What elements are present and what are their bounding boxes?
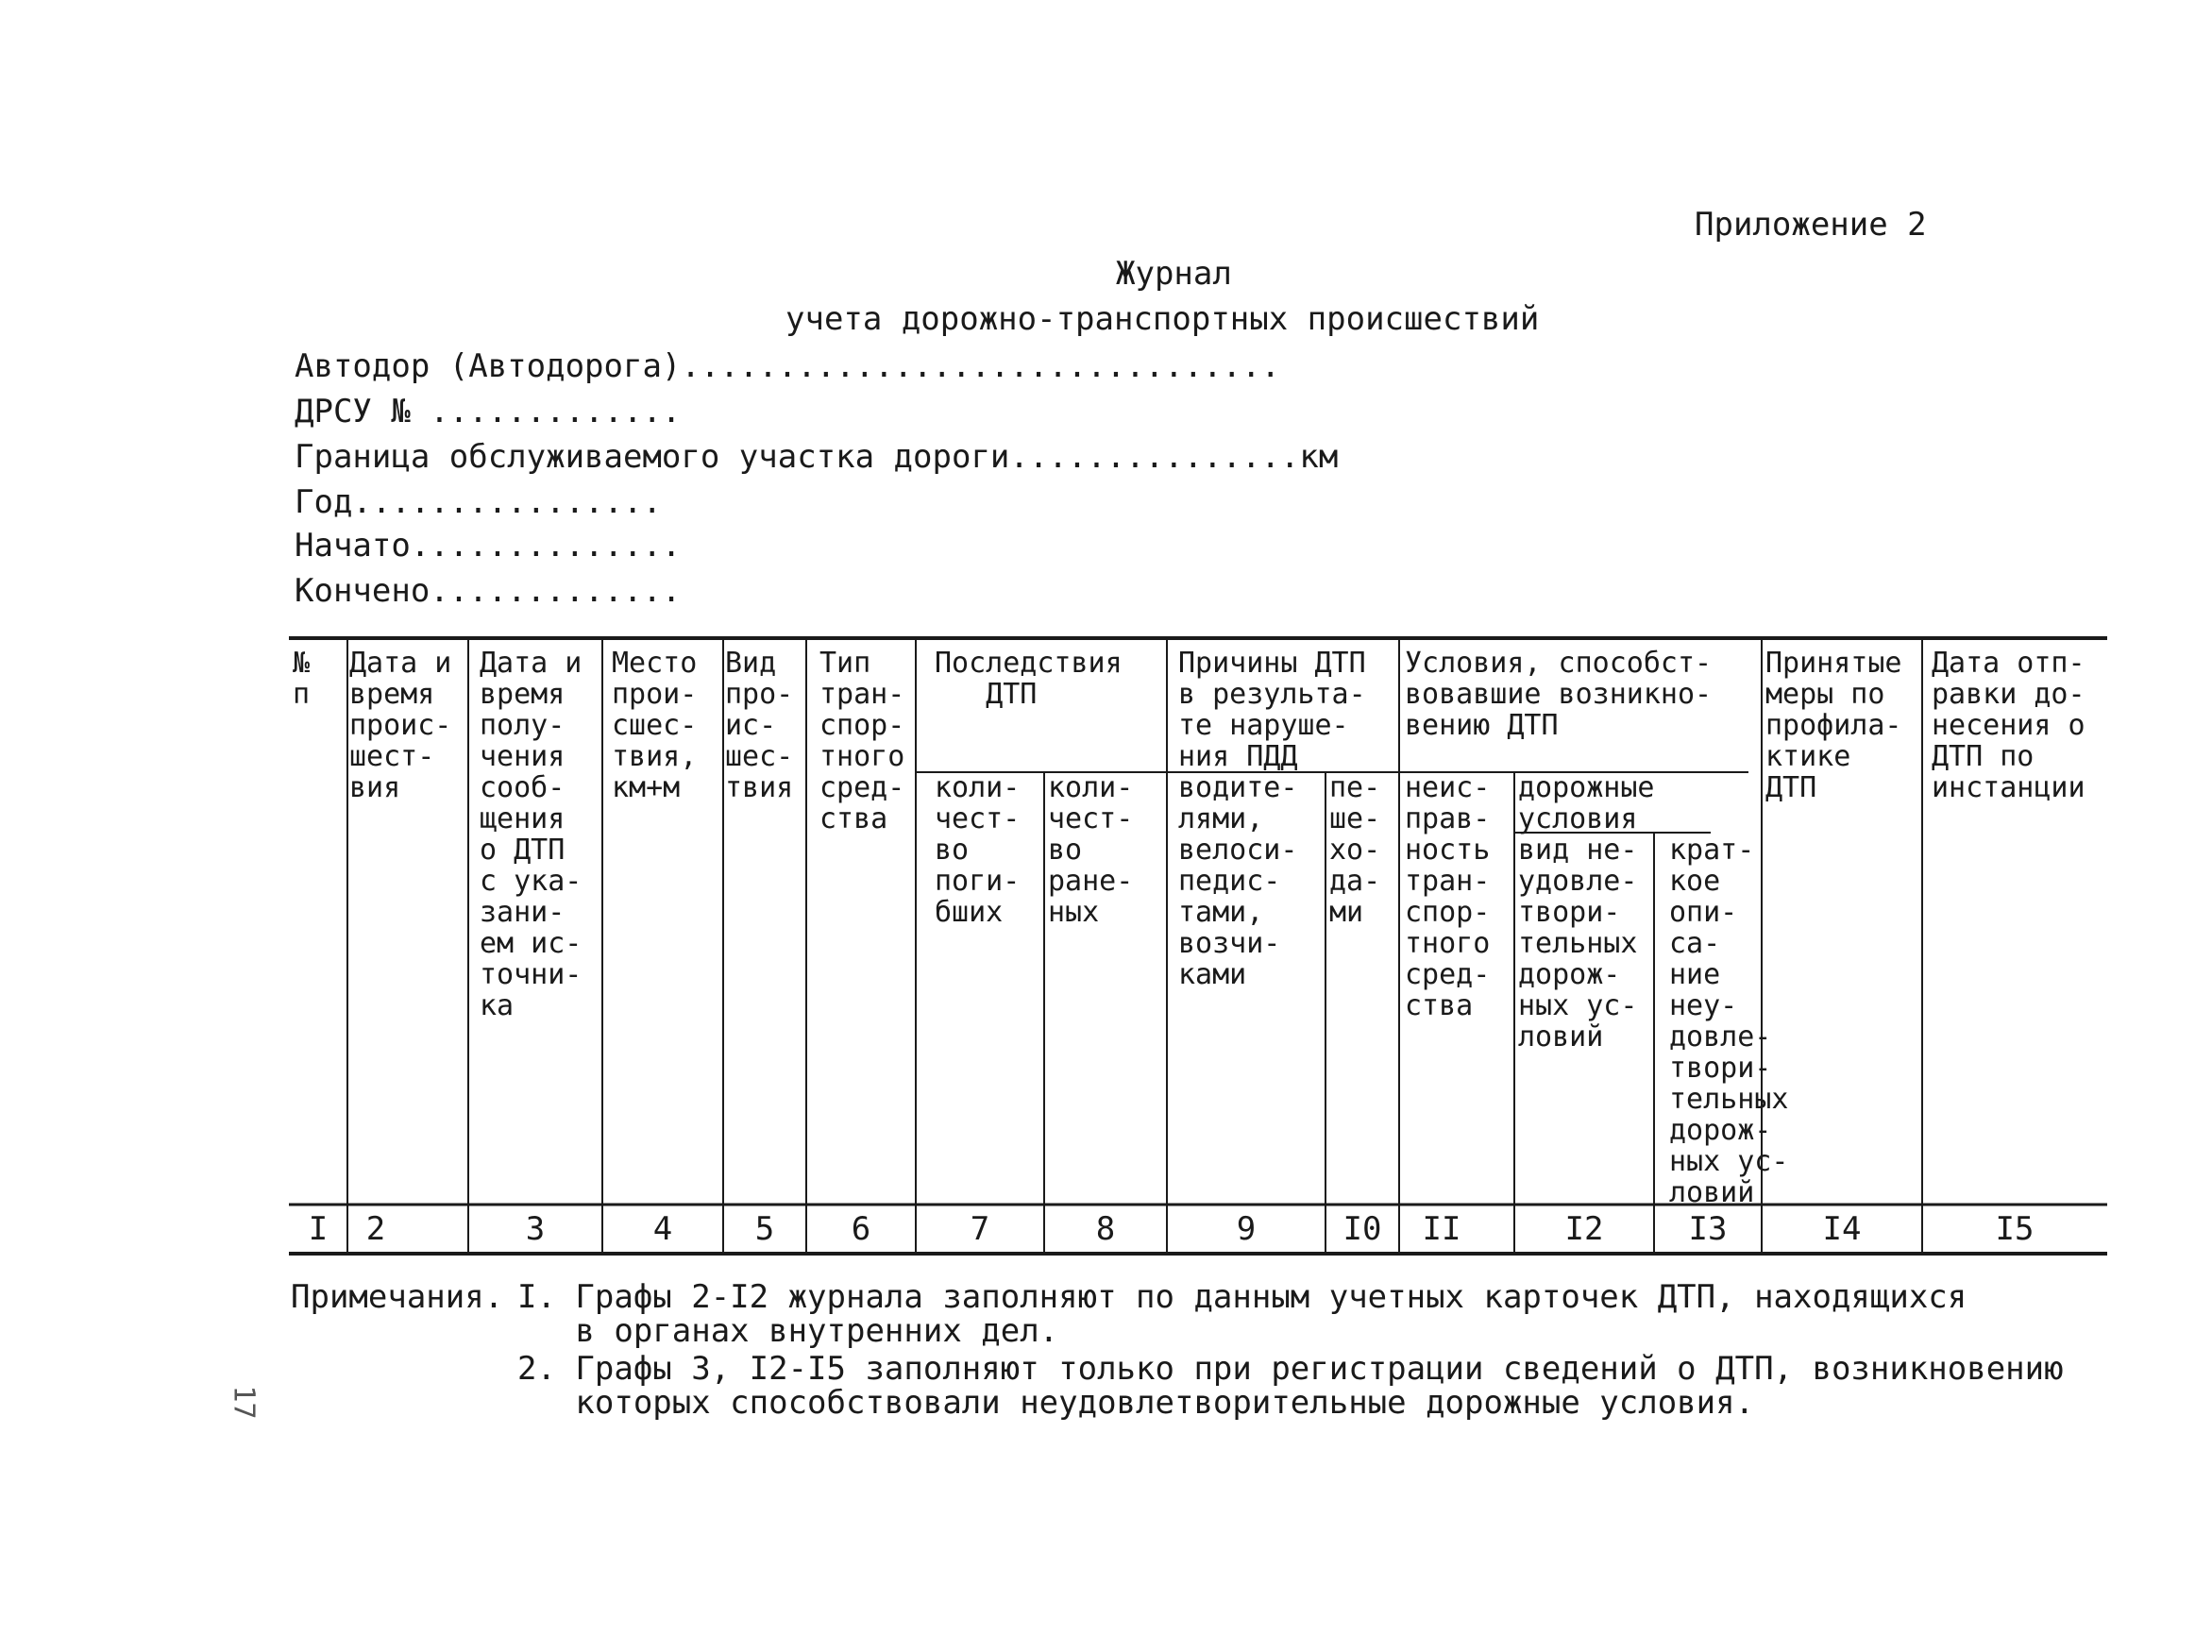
field-road-section: Граница обслуживаемого участка дороги...............км [295, 438, 1339, 476]
col-header-by-drivers: водите- лями, велоси- педис- тами, возчи- ками [1178, 771, 1298, 991]
column-number: 6 [851, 1210, 871, 1248]
column-number: I2 [1564, 1210, 1604, 1248]
col-header-killed: коли- чест- во поги- бших [935, 771, 1021, 929]
column-number: II [1422, 1210, 1461, 1248]
column-number: 3 [525, 1210, 546, 1248]
col-header-by-pedestrians: пе- ше- хо- да- ми [1329, 771, 1381, 929]
column-number: I0 [1342, 1210, 1382, 1248]
column-number: I4 [1822, 1210, 1862, 1248]
column-number: 5 [754, 1210, 775, 1248]
column-number: 7 [970, 1210, 990, 1248]
column-number: 9 [1236, 1210, 1257, 1248]
col-header-number: № п [293, 647, 311, 711]
col-header-incident-datetime: Дата и время проис- шест- вия [349, 647, 452, 804]
col-header-location: Место прои- сшес- твия, км+м [612, 647, 698, 804]
field-drsu: ДРСУ № ............. [295, 393, 682, 430]
document-title: Журнал [1116, 255, 1232, 293]
col-header-road-condition-description: крат- кое опи- са- ние неу- довле- твори- тельных дорож- ных ус- ловий [1669, 834, 1789, 1209]
note-item: I. Графы 2-I2 журнала заполняют по данным учетных карточек ДТП, находящихся в органах внутренних дел. [517, 1278, 1967, 1350]
group-header-road-conditions: дорожные условия [1518, 771, 1655, 835]
column-number: I [308, 1210, 329, 1248]
group-header-causes: Причины ДТП в результа- те наруше- ния ПДД [1178, 647, 1366, 773]
group-header-consequences: Последствия ДТП [935, 647, 1123, 711]
col-header-measures-taken: Принятые меры по профила- ктике ДТП [1765, 647, 1902, 804]
col-header-injured: коли- чест- во ране- ных [1048, 771, 1134, 929]
column-number: 2 [365, 1210, 386, 1248]
page-number: 17 [227, 1385, 261, 1420]
field-finished: Кончено............. [295, 572, 682, 610]
col-header-report-datetime: Дата и время полу- чения сооб- щения о ДТП с ука- зани- ем ис- точни- ка [480, 647, 583, 1022]
column-number: I5 [1995, 1210, 2035, 1248]
field-avtodor: Автодор (Автодорога)............................... [295, 347, 1280, 385]
document-subtitle: учета дорожно-транспортных происшествий [785, 300, 1540, 338]
field-started: Начато.............. [295, 527, 682, 565]
col-header-road-condition-type: вид не- удовле- твори- тельных дорож- ных ус- ловий [1518, 834, 1638, 1054]
group-header-conditions: Условия, способст- вовавшие возникно- вению ДТП [1405, 647, 1713, 742]
column-number: 4 [652, 1210, 673, 1248]
notes-label: Примечания. [291, 1278, 504, 1316]
appendix-label: Приложение 2 [1695, 206, 1927, 244]
col-header-vehicle-fault: неис- прав- ность тран- спор- тного сред- ства [1405, 771, 1491, 1022]
column-number: I3 [1688, 1210, 1728, 1248]
col-header-vehicle-type: Тип тран- спор- тного сред- ства [819, 647, 905, 835]
column-number: 8 [1095, 1210, 1116, 1248]
col-header-incident-type: Вид про- ис- шес- твия [725, 647, 794, 804]
col-header-report-sent-date: Дата отп- равки до- несения о ДТП по инстанции [1932, 647, 2085, 804]
note-item: 2. Графы 3, I2-I5 заполняют только при регистрации сведений о ДТП, возникновению которых способствовали неудовлетворительные дорожные условия. [517, 1350, 2064, 1422]
field-year: Год................ [295, 483, 662, 521]
